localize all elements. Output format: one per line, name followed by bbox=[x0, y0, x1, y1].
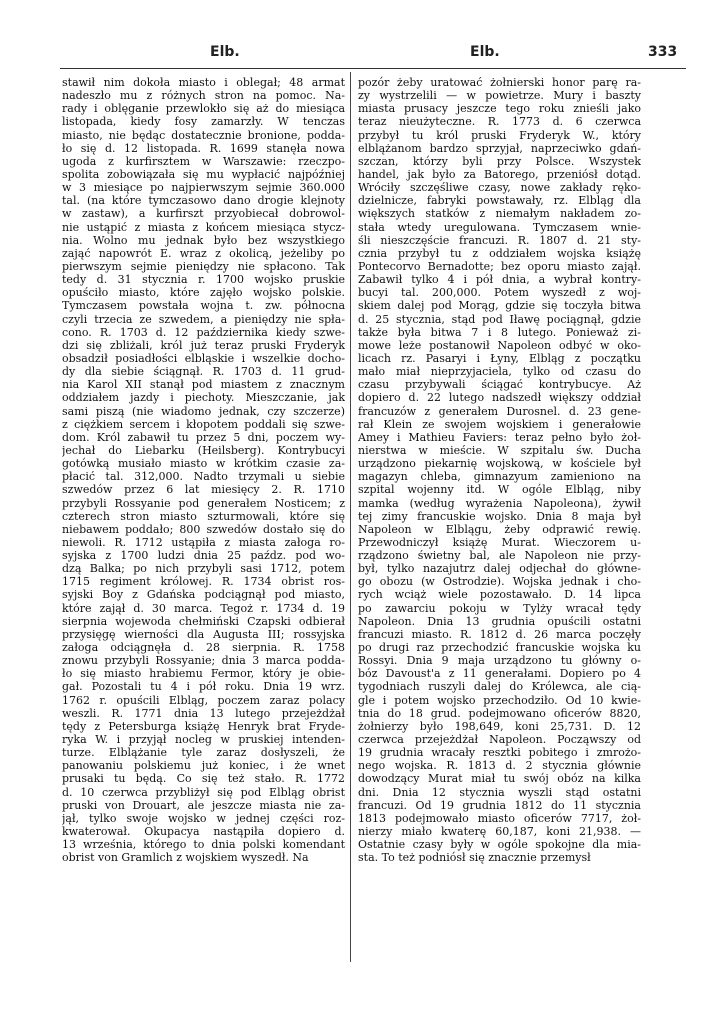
text-line: Pontecorvo Bernadotte; bez oporu miasto zajął. bbox=[358, 259, 641, 273]
text-line: opuściło miasto, które zajęło wojsko polskie. bbox=[62, 286, 345, 300]
text-line: nadeszło mu z różnych stron na pomoc. Na- bbox=[62, 89, 345, 103]
text-line: 1715 regiment królowej. R. 1734 obrist ros- bbox=[62, 575, 345, 589]
text-line: Zabawił tylko 4 i pół dnia, a wybrał kontry- bbox=[358, 273, 641, 287]
text-line: tędy z Petersburga książę Henryk brat Fryde- bbox=[62, 719, 345, 733]
text-line: tal. (na które tymczasowo dano drogie klejnoty bbox=[62, 194, 345, 208]
text-line: po drugi raz przechodzić francuskie wojska ku bbox=[358, 641, 641, 655]
text-line: czasu przybywali ściągać kontrybucye. Aż bbox=[358, 378, 641, 392]
text-line: nie ustąpić z miasta z końcem miesiąca stycz- bbox=[62, 220, 345, 234]
text-line: Wróciły szczęśliwe czasy, nowe zakłady ręko- bbox=[358, 181, 641, 195]
text-line: pruski von Drouart, ale jeszcze miasta nie za- bbox=[62, 798, 345, 812]
text-line: 1813 podejmowało miasto oficerów 7717, żoł- bbox=[358, 811, 641, 825]
text-line: po zawarciu pokoju w Tylży wracał tędy bbox=[358, 601, 641, 615]
right-column bbox=[358, 76, 641, 864]
text-line: weszli. R. 1771 dnia 13 lutego przejeżdżał bbox=[62, 706, 345, 720]
text-line: Napoleon. Dnia 13 grudnia opuścili ostatni bbox=[358, 614, 641, 628]
text-line: obrist von Gramlich z wojskiem wyszedł. Na bbox=[62, 851, 309, 865]
text-line: Ostatnie czasy były w ogóle spokojne dla mia- bbox=[358, 838, 641, 852]
text-line: także była bitwa 7 i 8 lutego. Ponieważ zi- bbox=[358, 325, 641, 339]
text-line: żołnierzy było 198,649, koni 25,731. D. 12 bbox=[358, 719, 641, 733]
left-column bbox=[62, 76, 345, 864]
text-line: większych statków z niemałym nakładem zo- bbox=[358, 207, 641, 221]
text-line: Tymczasem powstała wojna t. zw. północna bbox=[62, 299, 345, 313]
text-line: nierzy miało kwaterę 60,187, koni 21,938. — bbox=[358, 825, 641, 839]
text-line: bóz Davoust'a z 11 generałami. Dopiero po 4 bbox=[358, 667, 641, 681]
text-line: dzą Balka; po nich przybyli sasi 1712, potem bbox=[62, 562, 345, 576]
text-line: szpital wojenny itd. W ogóle Elbląg, niby bbox=[358, 483, 641, 497]
text-line: przybył tu król pruski Fryderyk W., który bbox=[358, 128, 641, 142]
text-line: ugoda z kurfirsztem w Warszawie: rzeczpo- bbox=[62, 154, 345, 168]
text-line: nia. Wolno mu jednak było bez wszystkiego bbox=[62, 233, 345, 247]
page-number: 333 bbox=[648, 44, 678, 60]
text-line: gał. Pozostali tu 4 i pół roku. Dnia 19 wrz. bbox=[62, 680, 345, 694]
text-line: dy dla siebie ściągnął. R. 1703 d. 11 grud- bbox=[62, 365, 345, 379]
text-line: nego wojska. R. 1813 d. 2 stycznia głównie bbox=[358, 759, 641, 773]
text-line: kwaterował. Okupacya nastąpiła dopiero d. bbox=[62, 825, 345, 839]
column-divider bbox=[350, 72, 351, 962]
text-line: 13 września, którego to dnia polski komendant bbox=[62, 838, 345, 852]
text-line: Przewodniczył książę Murat. Wieczorem u- bbox=[358, 535, 641, 549]
text-line: dom. Król zabawił tu przez 5 dni, poczem wy- bbox=[62, 430, 345, 444]
text-line: licach rz. Pasaryi i Łyny, Elbląg z początku bbox=[358, 351, 641, 365]
text-line: syjski Boy z Gdańska podciągnął pod miasto, bbox=[62, 588, 345, 602]
text-line: płacić tal. 312,000. Nadto trzymali u siebie bbox=[62, 470, 345, 484]
text-line: czterech stron miasto szturmowali, które się bbox=[62, 509, 345, 523]
text-line: panowaniu polskiemu już koniec, i że wnet bbox=[62, 759, 345, 773]
text-line: skiem dalej pod Morąg, gdzie się toczyła bitwa bbox=[358, 299, 641, 313]
text-line: listopada, kiedy fosy zamarzły. W tenczas bbox=[62, 115, 345, 129]
text-line: francuzi. Od 19 grudnia 1812 do 11 stycznia bbox=[358, 798, 641, 812]
text-line: dopiero d. 22 lutego nadszedł większy oddział bbox=[358, 391, 641, 405]
text-line: francuzów z generałem Durosnel. d. 23 gene- bbox=[358, 404, 641, 418]
text-line: w zastaw), a kurfirszt przyobiecał dobrowol- bbox=[62, 207, 345, 221]
text-line: śli nieszczęście francuzi. R. 1807 d. 21 sty- bbox=[358, 233, 641, 247]
text-line: niewoli. R. 1712 ustąpiła z miasta załoga ro- bbox=[62, 535, 345, 549]
text-line: Rossyi. Dnia 9 maja urządzono tu główny o- bbox=[358, 654, 641, 668]
running-head-right: Elb. bbox=[470, 44, 500, 60]
text-line: zająć napowrót E. wraz z okolicą, jeżeliby po bbox=[62, 246, 345, 260]
text-line: zy wystrzelili — w powietrze. Mury i baszty bbox=[358, 89, 641, 103]
text-line: tej zimy francuskie wojsko. Dnia 8 maja był bbox=[358, 509, 641, 523]
running-head-left: Elb. bbox=[210, 44, 240, 60]
text-line: załoga odciągnęła d. 28 sierpnia. R. 1758 bbox=[62, 641, 345, 655]
text-line: d. 10 czerwca przybliżył się pod Elbląg obrist bbox=[62, 785, 345, 799]
text-line: miasta prusacy jeszcze tego roku znieśli jako bbox=[358, 102, 641, 116]
text-line: magazyn chleba, gimnazyum zamieniono na bbox=[358, 470, 641, 484]
text-line: turze. Elblążanie tyle zaraz dosłyszeli, że bbox=[62, 746, 345, 760]
text-line: syjska z 1700 ludzi dnia 25 paźdz. pod wo- bbox=[62, 549, 345, 563]
text-line: rządzono świetny bal, ale Napoleon nie przy- bbox=[358, 549, 641, 563]
text-line: gotówką musiało miasto w krótkim czasie za- bbox=[62, 457, 345, 471]
text-line: mowe leże postanowił Napoleon odbyć w oko- bbox=[358, 338, 641, 352]
text-line: 1762 r. opuścili Elbląg, poczem zaraz polacy bbox=[62, 693, 345, 707]
text-line: ło się miasto hrabiemu Fermor, który je obie- bbox=[62, 667, 345, 681]
text-line: pierwszym sejmie pieniędzy nie spłacono. Tak bbox=[62, 259, 345, 273]
text-line: nierstwa w mieście. W szpitalu św. Ducha bbox=[358, 443, 641, 457]
text-line: francuzi miasto. R. 1812 d. 26 marca poczęły bbox=[358, 627, 641, 641]
text-line: go obozu (w Ostrodzie). Wojska jednak i cho- bbox=[358, 575, 641, 589]
text-line: jechał do Liebarku (Heilsberg). Kontrybucyi bbox=[62, 443, 345, 457]
text-line: które zajął d. 30 marca. Tegoż r. 1734 d. 19 bbox=[62, 601, 345, 615]
text-line: w 3 miesiące po najpierwszym sejmie 360.000 bbox=[62, 181, 345, 195]
text-line: z ciężkiem sercem i kłopotem poddali się szwe- bbox=[62, 417, 345, 431]
text-line: znowu przybyli Rossyanie; dnia 3 marca podda- bbox=[62, 654, 345, 668]
text-line: przybyli Rossyanie pod generałem Nosticem; z bbox=[62, 496, 345, 510]
text-line: rych wciąż wiele pozostawało. D. 14 lipca bbox=[358, 588, 641, 602]
text-line: dowodzący Murat miał tu swój obóz na kilka bbox=[358, 772, 641, 786]
text-line: dzielnicze, fabryki powstawały, rz. Elbląg dla bbox=[358, 194, 641, 208]
text-line: jął, tylko swoje wojsko w jednej części roz- bbox=[62, 811, 345, 825]
text-line: oddziałem jazdy i piechoty. Mieszczanie, jak bbox=[62, 391, 345, 405]
text-line: teraz nieużyteczne. R. 1773 d. 6 czerwca bbox=[358, 115, 641, 129]
text-line: tnia do 18 grud. podejmowano oficerów 8820, bbox=[358, 706, 641, 720]
text-line: tygodniach ruszyli dalej do Królewca, ale cią- bbox=[358, 680, 641, 694]
text-line: mamka (według wyrażenia Napoleona), żywił bbox=[358, 496, 641, 510]
text-line: d. 25 stycznia, stąd pod Iławę pociągnął, gdzie bbox=[358, 312, 641, 326]
text-line: dzi się zbliżali, król już teraz pruski Fryderyk bbox=[62, 338, 345, 352]
text-line: nia Karol XII stanął pod miastem z znacznym bbox=[62, 378, 345, 392]
text-line: przysięgę wierności dla Augusta III; rossyjska bbox=[62, 627, 345, 641]
text-line: czyli trzecia ze szwedem, a pieniędzy nie spła- bbox=[62, 312, 345, 326]
text-line: sta. To też podniósł się znacznie przemysł bbox=[358, 851, 591, 865]
text-line: prusaki tu będą. Co się też stało. R. 1772 bbox=[62, 772, 345, 786]
text-line: szczan, którzy byli przy Polsce. Wszystek bbox=[358, 154, 641, 168]
text-line: dni. Dnia 12 stycznia wyszli stąd ostatni bbox=[358, 785, 641, 799]
text-line: 19 grudnia wracały resztki pobitego i zmrożo- bbox=[358, 746, 641, 760]
text-line: miasto, nie będąc dostatecznie bronione, podda- bbox=[62, 128, 345, 142]
text-line: elblążanom bardzo sprzyjał, naprzeciwko gdań- bbox=[358, 141, 641, 155]
text-line: ło się d. 12 listopada. R. 1699 stanęła nowa bbox=[62, 141, 345, 155]
text-line: handel, jak było za Batorego, przeniósł dotąd. bbox=[358, 167, 641, 181]
text-line: mało miał nieprzyjaciela, tylko od czasu do bbox=[358, 365, 641, 379]
text-line: rał Klein ze swojem wojskiem i generałowie bbox=[358, 417, 641, 431]
text-line: stała wtedy uregulowana. Tymczasem wnie- bbox=[358, 220, 641, 234]
text-line: Amey i Mathieu Faviers: teraz pełno było żoł- bbox=[358, 430, 641, 444]
text-line: czerwca przejeżdżał Napoleon. Począwszy od bbox=[358, 733, 641, 747]
text-line: cono. R. 1703 d. 12 października kiedy szwe- bbox=[62, 325, 345, 339]
text-line: był, tylko nazajutrz dalej odjechał do główne- bbox=[358, 562, 641, 576]
text-line: gle i potem wojsko przechodziło. Od 10 kwie- bbox=[358, 693, 641, 707]
text-line: cznia przybył tu z oddziałem wojska książę bbox=[358, 246, 641, 260]
text-line: szwedów przez 6 lat miesięcy 2. R. 1710 bbox=[62, 483, 345, 497]
text-line: ryka W. i przyjął nocleg w pruskiej intenden- bbox=[62, 733, 345, 747]
text-line: stawił nim dokoła miasto i oblegał; 48 armat bbox=[62, 76, 345, 89]
text-line: spolita zobowiązała się mu wypłacić najpóźniej bbox=[62, 167, 345, 181]
text-line: Napoleon w Elblągu, żeby odprawić rewię. bbox=[358, 522, 641, 536]
text-line: tedy d. 31 stycznia r. 1700 wojsko pruskie bbox=[62, 273, 345, 287]
text-line: sierpnia wojewoda chełmiński Czapski odbierał bbox=[62, 614, 345, 628]
text-line: rady i oblęganie przewlokło się aż do miesiąca bbox=[62, 102, 345, 116]
header-rule bbox=[60, 68, 686, 69]
text-line: pozór żeby uratować żołnierski honor parę ra- bbox=[358, 76, 641, 89]
text-line: bucyi tal. 200,000. Potem wyszedł z woj- bbox=[358, 286, 641, 300]
text-line: urządzono piekarnię wojskową, w kościele był bbox=[358, 457, 641, 471]
text-line: sami piszą (nie wiadomo jednak, czy szczerze) bbox=[62, 404, 345, 418]
text-line: niebawem poddało; 800 szwedów dostało się do bbox=[62, 522, 345, 536]
text-line: obsadził posiadłości elbląskie i wszelkie docho- bbox=[62, 351, 345, 365]
